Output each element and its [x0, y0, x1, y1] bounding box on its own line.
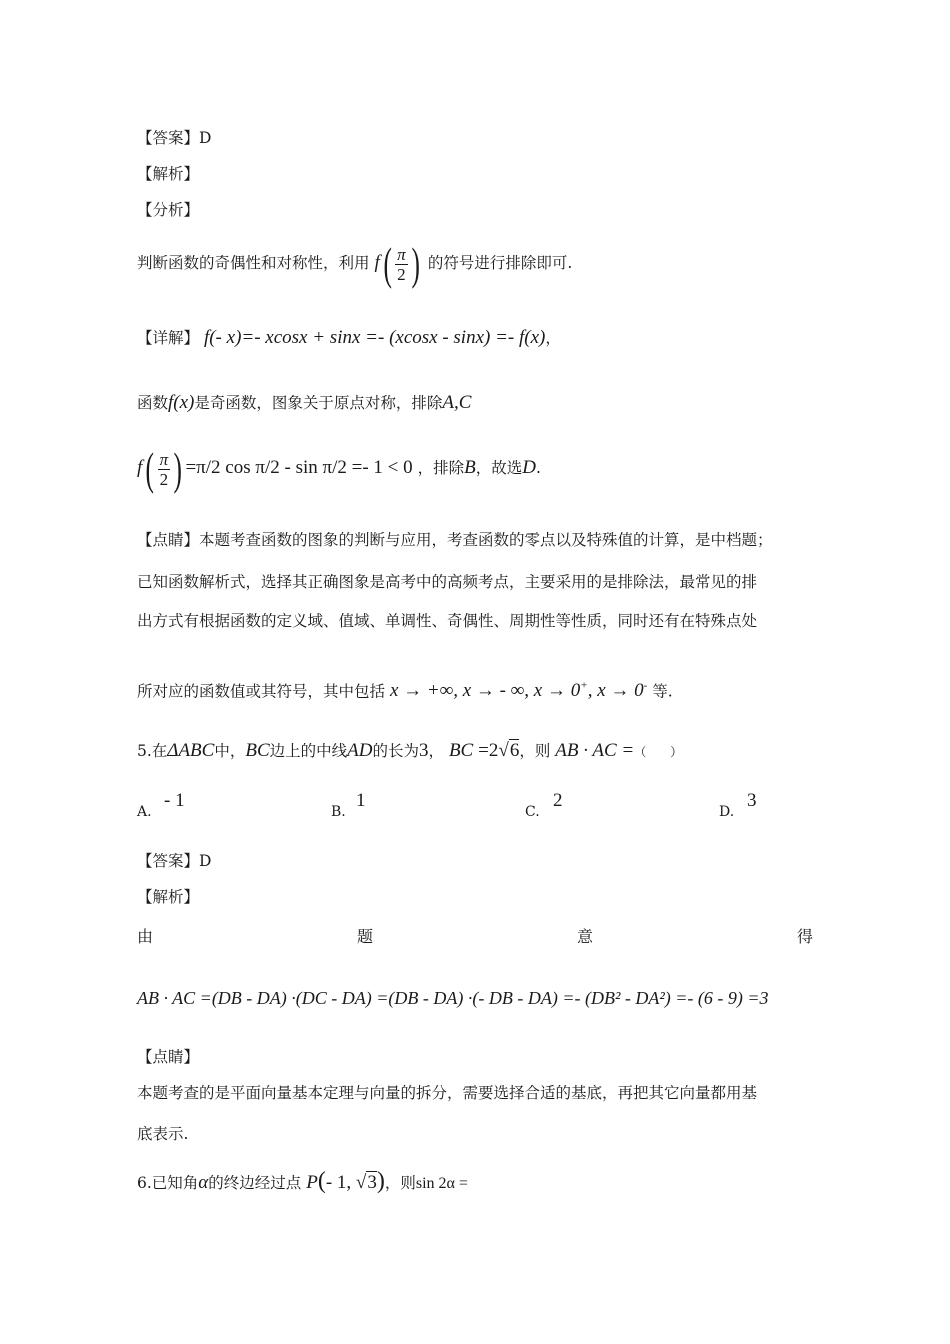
note1-line2: 已知函数解析式，选择其正确图象是高考中的高频考点，主要采用的是排除法，最常见的排: [137, 573, 758, 591]
spread-char-1: 由: [137, 927, 154, 946]
note1-line1: 【点睛】本题考查函数的图象的判断与应用，考查函数的零点以及特殊值的计算，是中档题；: [137, 531, 773, 549]
option-a-label: A.: [137, 804, 152, 820]
fenxi-text: 判断函数的奇偶性和对称性，利用 f( $\frac{\pi}{2}$ ) 的符号进行排除即可.: [137, 238, 573, 289]
spread-char-4: 得: [797, 927, 814, 946]
option-d-label: D.: [719, 804, 735, 820]
vector-equation: AB · AC =(DB - DA) ·(DC - DA) =(DB - DA) ·(- DB - DA) =- (DB² - DA²) =- (6 - 9) =3: [137, 988, 769, 1008]
note2-label: 【点睛】: [137, 1048, 200, 1066]
detail-equation: f(- x)=- xcosx + sinx =- (xcosx - sinx) =- f(x): [203, 327, 546, 348]
special-value-equation: =π/2 cos π/2 - sin π/2 =- 1 < 0: [185, 457, 413, 478]
note1-line4: 所对应的函数值或其符号，其中包括 x → +∞, x → - ∞, x → 0+, x → 0- 等.: [137, 680, 673, 702]
spread-char-2: 题: [357, 927, 374, 946]
option-a-value: - 1: [164, 790, 185, 811]
note1-line3: 出方式有根据函数的定义域、值域、单调性、奇偶性、周期性等性质，同时还有在特殊点处: [137, 612, 758, 630]
question-6: 6.已知角α的终边经过点 P(- 1, √3)，则sin 2α =: [137, 1168, 468, 1194]
note2-line2: 底表示.: [137, 1125, 189, 1143]
answer-label: 【答案】D: [137, 129, 212, 147]
option-c-value: 2: [553, 790, 563, 811]
option-b-value: 1: [356, 790, 366, 811]
note2-line1: 本题考查的是平面向量基本定理与向量的拆分，需要选择合适的基底，再把其它向量都用基: [137, 1084, 758, 1102]
option-d-value: 3: [747, 790, 757, 811]
fenxi-label: 【分析】: [137, 201, 200, 219]
question-5: 5.在ΔABC中，BC边上的中线AD的长为3， BC =2√6，则 AB · AC =（ ）: [137, 740, 683, 761]
analysis2-label: 【解析】: [137, 888, 200, 906]
spread-char-3: 意: [577, 927, 594, 946]
option-b-label: B.: [331, 804, 346, 820]
odd-function-line: 函数f(x)是奇函数，图象关于原点对称，排除A,C: [137, 392, 472, 413]
option-c-label: C.: [525, 804, 540, 820]
analysis-label: 【解析】: [137, 165, 200, 183]
special-value-line: f( $\frac{\pi}{2}$ ) =π/2 cos π/2 - sin π/2 =- 1 < 0 ，排除B，故选D.: [137, 443, 541, 494]
detail-line: 【详解】 f(- x)=- xcosx + sinx =- (xcosx - sinx) =- f(x)，: [137, 327, 561, 348]
answer2-label: 【答案】D: [137, 852, 212, 870]
